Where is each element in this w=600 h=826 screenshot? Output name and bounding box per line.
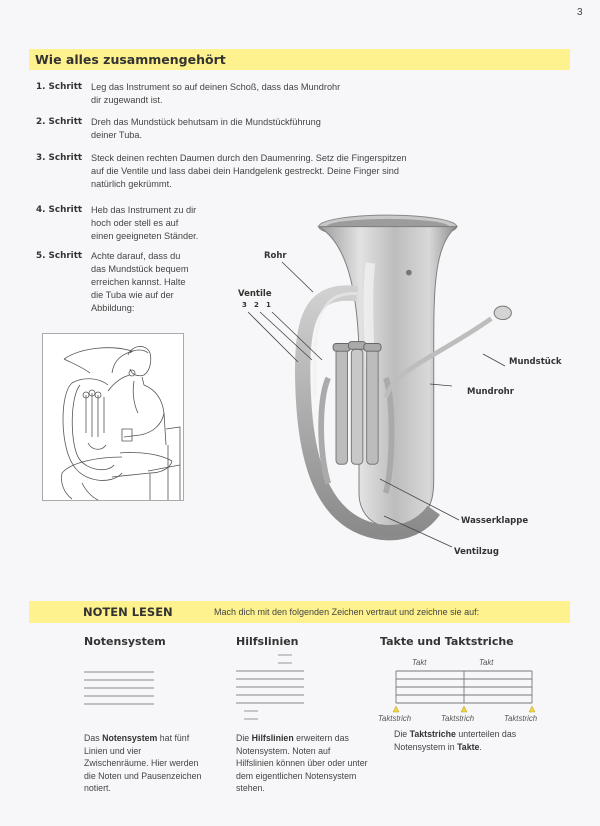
label-leader-lines bbox=[230, 250, 530, 560]
step-line: Heb das Instrument zu dir bbox=[91, 205, 197, 215]
label-mundstueck: Mundstück bbox=[509, 357, 562, 367]
col-title-takte: Takte und Taktstriche bbox=[380, 635, 514, 648]
desc-hilfslinien bbox=[236, 732, 368, 795]
label-wasserklappe: Wasserklappe bbox=[461, 516, 529, 526]
label-valve-3: 3 bbox=[242, 301, 247, 309]
taktstrich-marker-icon bbox=[529, 706, 535, 712]
label-ventile: Ventile bbox=[238, 289, 272, 299]
step-4 bbox=[36, 204, 198, 243]
step-line: das Mundstück bequem bbox=[91, 264, 189, 274]
col-title-hilfslinien: Hilfslinien bbox=[236, 635, 299, 648]
desc-notensystem bbox=[84, 732, 202, 795]
step-5 bbox=[36, 250, 189, 315]
taktstrich-label: Taktstrich bbox=[378, 714, 412, 723]
staff-notensystem bbox=[84, 670, 156, 706]
step-text bbox=[91, 116, 321, 142]
step-line: die Tuba wie auf der bbox=[91, 290, 174, 300]
step-line: natürlich gekrümmt. bbox=[91, 179, 172, 189]
step-line: hoch oder stell es auf bbox=[91, 218, 179, 228]
taktstrich-label: Taktstrich bbox=[504, 714, 538, 723]
step-line: dir zugewandt ist. bbox=[91, 95, 163, 105]
takt-label: Takt bbox=[479, 658, 494, 667]
desc-text: . bbox=[479, 741, 482, 752]
taktstrich-label: Taktstrich bbox=[441, 714, 475, 723]
label-rohr: Rohr bbox=[264, 251, 287, 261]
step-text bbox=[91, 204, 198, 243]
section-header-band bbox=[29, 49, 570, 70]
label-valve-2: 2 bbox=[254, 301, 259, 309]
desc-bold: Taktstriche bbox=[409, 729, 456, 739]
step-line: Dreh das Mundstück behutsam in die Mundstückführung bbox=[91, 117, 321, 127]
step-1 bbox=[36, 81, 340, 107]
step-text bbox=[91, 250, 189, 315]
desc-takte bbox=[394, 728, 554, 753]
section-title: NOTEN LESEN bbox=[83, 605, 173, 619]
step-line: deiner Tuba. bbox=[91, 130, 143, 140]
desc-text: erweitern das Notensystem. Noten auf Hilfslinien können über oder unter dem eigentlichen Notensystem stehen. bbox=[236, 733, 368, 793]
step-line: erreichen kannst. Halte bbox=[91, 277, 186, 287]
section-title: Wie alles zusammengehört bbox=[35, 52, 226, 67]
step-label: 4. Schritt bbox=[36, 205, 83, 215]
label-mundrohr: Mundrohr bbox=[467, 387, 514, 397]
taktstrich-marker-icon bbox=[393, 706, 399, 712]
step-label: 3. Schritt bbox=[36, 153, 83, 163]
desc-text: Die bbox=[394, 729, 410, 739]
desc-bold: Takte bbox=[457, 741, 480, 752]
step-line: Achte darauf, dass du bbox=[91, 251, 181, 261]
desc-text: hat fünf Linien und vier Zwischenräume. Hier werden die Noten und Pausenzeichen notiert. bbox=[84, 733, 202, 793]
step-text bbox=[91, 152, 407, 191]
desc-text: unterteilen das Notensystem in bbox=[394, 729, 517, 752]
noten-lesen-band bbox=[29, 601, 570, 623]
step-line: Leg das Instrument so auf deinen Schoß, dass das Mundrohr bbox=[91, 82, 341, 92]
section-subtitle: Mach dich mit den folgenden Zeichen vertraut und zeichne sie auf: bbox=[214, 607, 480, 617]
desc-bold: Notensystem bbox=[102, 733, 158, 743]
staff-hilfslinien bbox=[236, 653, 308, 727]
tuba-player-illustration bbox=[42, 333, 184, 501]
step-line: auf die Ventile und lass dabei dein Handgelenk gestreckt. Deine Finger sind bbox=[91, 166, 399, 176]
col-title-notensystem: Notensystem bbox=[84, 635, 166, 648]
label-valve-1: 1 bbox=[266, 301, 271, 309]
step-2 bbox=[36, 116, 321, 142]
takt-label: Takt bbox=[412, 658, 427, 667]
staff-takte bbox=[393, 669, 535, 713]
page-number: 3 bbox=[577, 7, 583, 18]
desc-text: Das bbox=[84, 733, 103, 743]
step-line: Steck deinen rechten Daumen durch den Daumenring. Setz die Fingerspitzen bbox=[91, 153, 407, 163]
step-line: Abbildung: bbox=[91, 303, 135, 313]
desc-bold: Hilfslinien bbox=[251, 733, 294, 743]
step-text bbox=[91, 81, 340, 107]
label-ventilzug: Ventilzug bbox=[454, 547, 499, 557]
step-label: 5. Schritt bbox=[36, 251, 83, 261]
step-line: einen geeigneten Ständer. bbox=[91, 231, 199, 241]
step-3 bbox=[36, 152, 407, 191]
step-label: 1. Schritt bbox=[36, 82, 83, 92]
taktstrich-marker-icon bbox=[461, 706, 467, 712]
step-label: 2. Schritt bbox=[36, 117, 83, 127]
desc-text: Die bbox=[236, 733, 252, 743]
